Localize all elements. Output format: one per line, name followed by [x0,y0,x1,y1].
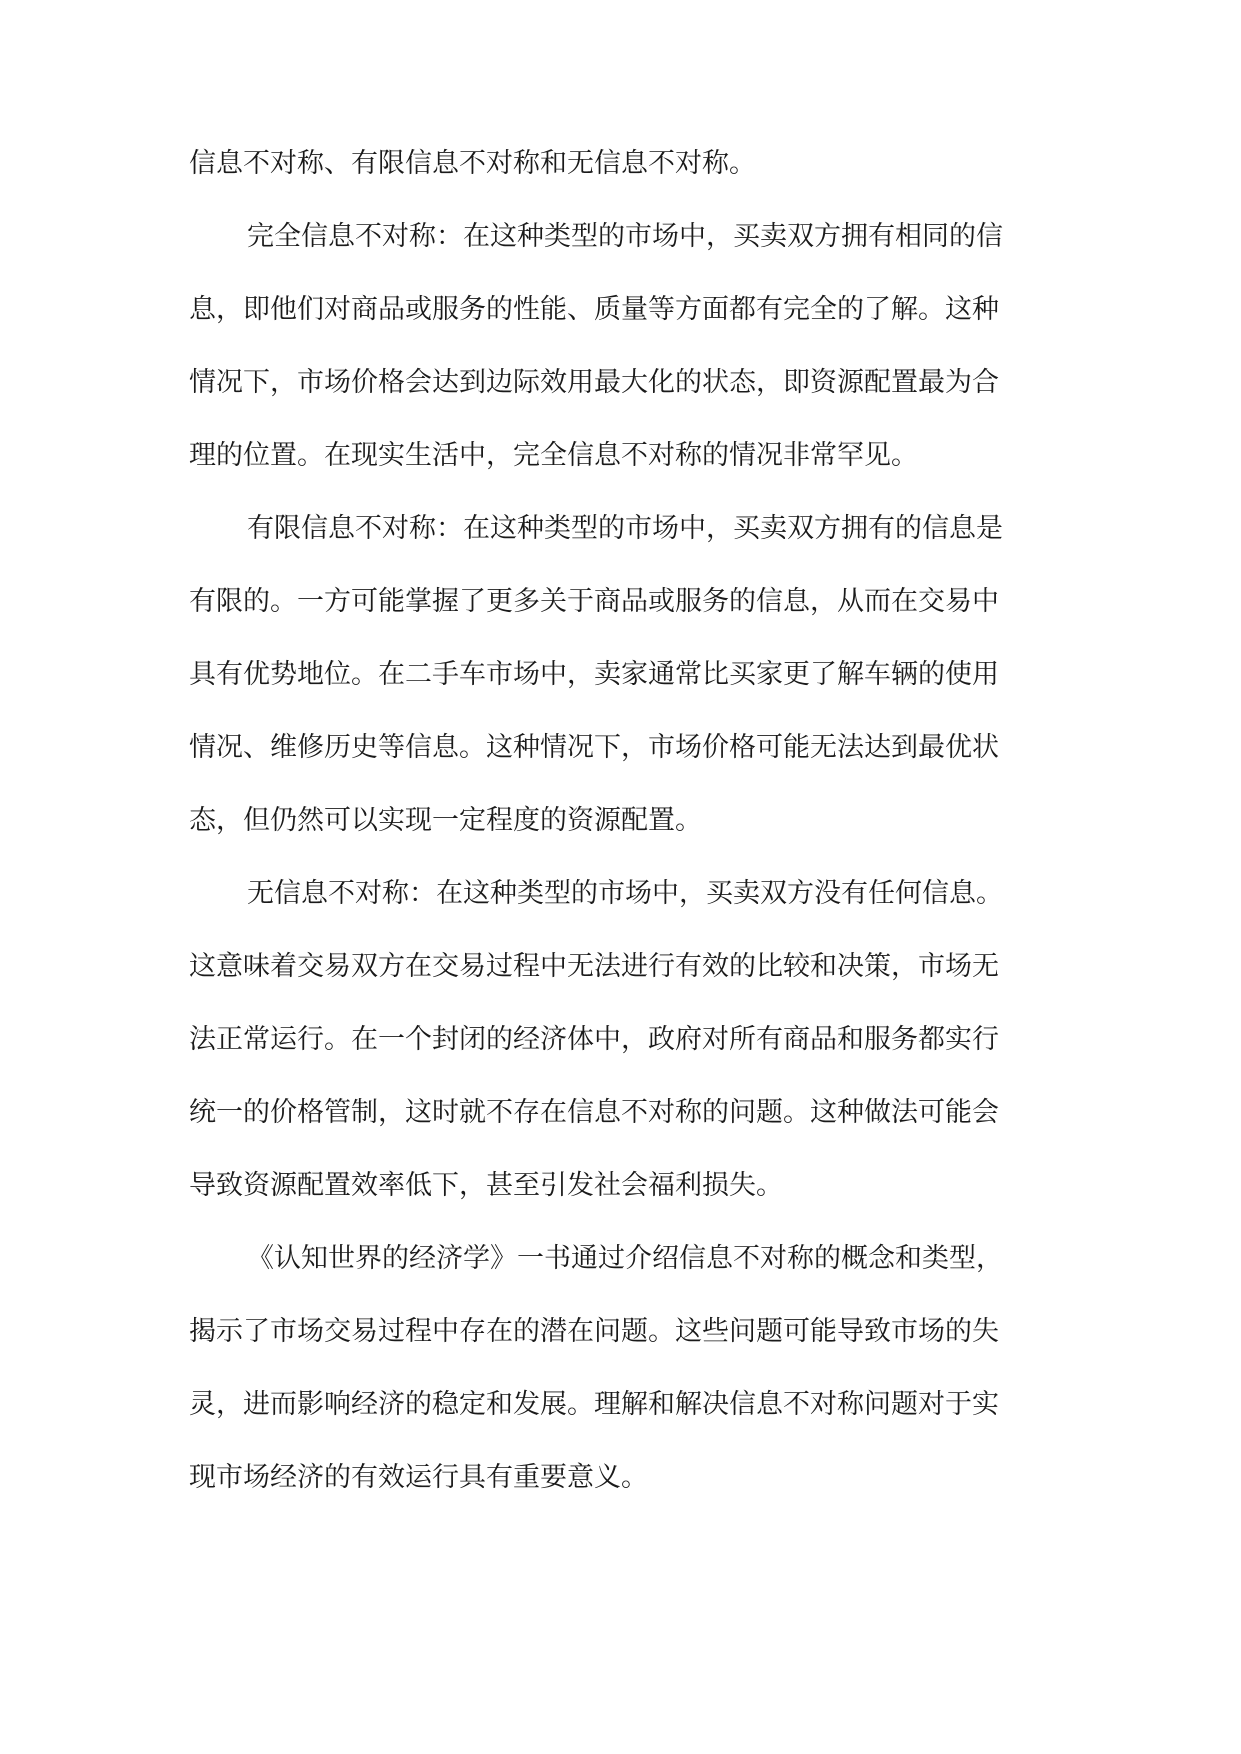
paragraph-intro-tail [189,146,1059,219]
text-line: 情况、维修历史等信息。这种情况下，市场价格可能无法达到最优状 [189,732,999,763]
text-line: 息，即他们对商品或服务的性能、质量等方面都有完全的了解。这种 [189,294,999,325]
paragraph-no-information-asymmetry [189,876,1059,1241]
text-line: 具有优势地位。在二手车市场中，卖家通常比买家更了解车辆的使用 [189,659,999,690]
text-line: 《认知世界的经济学》一书通过介绍信息不对称的概念和类型， [247,1243,1003,1274]
paragraph-conclusion [189,1241,1059,1533]
text-line: 态，但仍然可以实现一定程度的资源配置。 [189,805,702,836]
text-line: 有限信息不对称：在这种类型的市场中，买卖双方拥有的信息是 [247,513,1003,544]
text-line: 统一的价格管制，这时就不存在信息不对称的问题。这种做法可能会 [189,1097,999,1128]
text-line: 法正常运行。在一个封闭的经济体中，政府对所有商品和服务都实行 [189,1024,999,1055]
text-line: 现市场经济的有效运行具有重要意义。 [189,1462,648,1493]
text-line: 信息不对称、有限信息不对称和无信息不对称。 [189,148,756,179]
text-line: 理的位置。在现实生活中，完全信息不对称的情况非常罕见。 [189,440,918,471]
text-line: 无信息不对称：在这种类型的市场中，买卖双方没有任何信息。 [247,878,1003,909]
text-line: 灵，进而影响经济的稳定和发展。理解和解决信息不对称问题对于实 [189,1389,999,1420]
document-body [189,146,1059,1533]
text-line: 揭示了市场交易过程中存在的潜在问题。这些问题可能导致市场的失 [189,1316,999,1347]
paragraph-complete-asymmetry [189,219,1059,511]
text-line: 完全信息不对称：在这种类型的市场中，买卖双方拥有相同的信 [247,221,1003,252]
paragraph-limited-asymmetry [189,511,1059,876]
text-line: 导致资源配置效率低下，甚至引发社会福利损失。 [189,1170,783,1201]
text-line: 有限的。一方可能掌握了更多关于商品或服务的信息，从而在交易中 [189,586,999,617]
text-line: 这意味着交易双方在交易过程中无法进行有效的比较和决策，市场无 [189,951,999,982]
text-line: 情况下，市场价格会达到边际效用最大化的状态，即资源配置最为合 [189,367,999,398]
